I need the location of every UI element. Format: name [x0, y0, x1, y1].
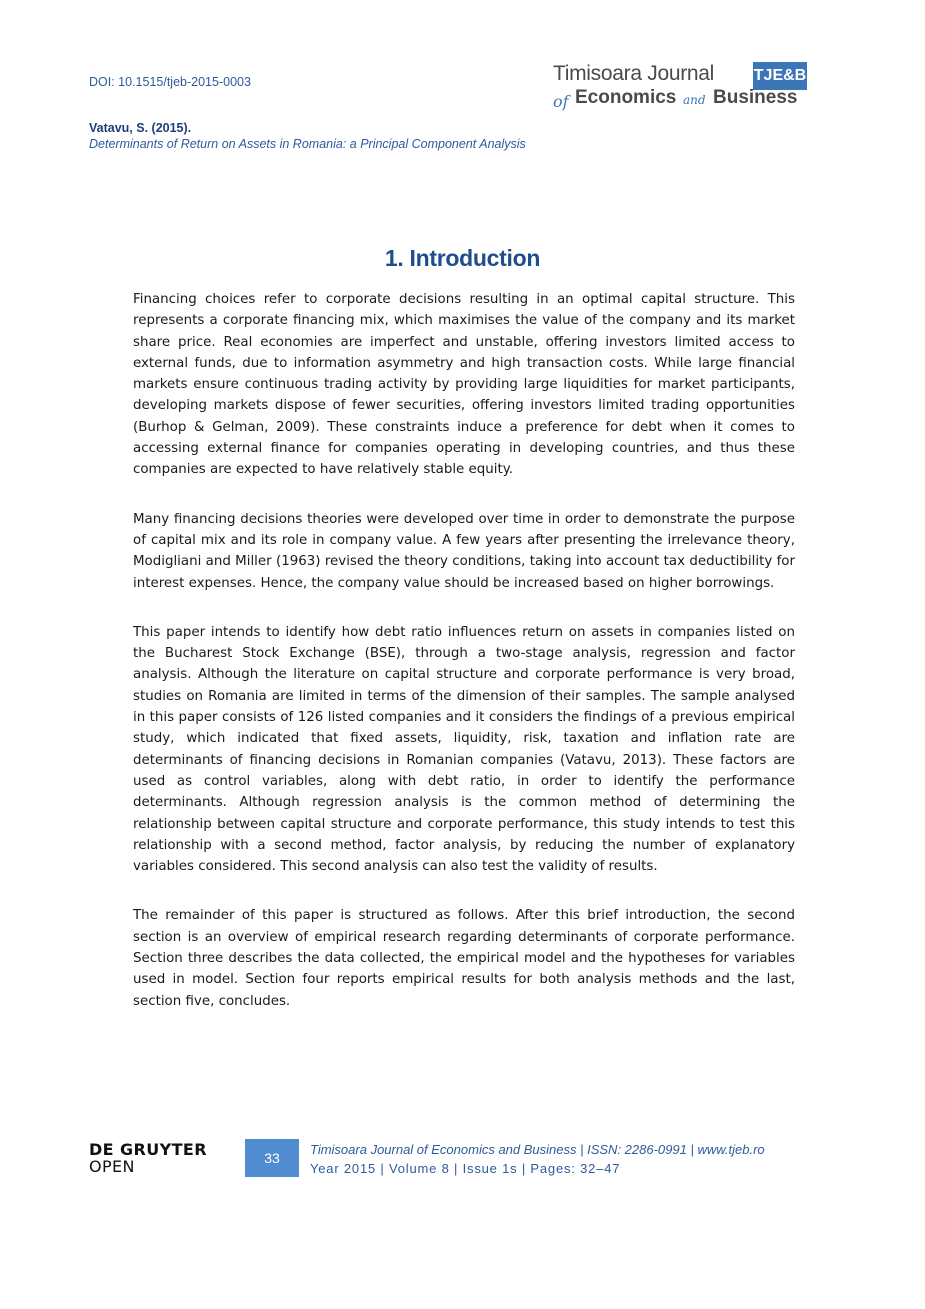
paragraph: Financing choices refer to corporate decisions resulting in an optimal capital structure. This represents a corporate financing mix, which maximises the value of the company and its market share price. Real economies are imperfect and unstable, offering investors limited access to external funds, due to information asymmetry and high transaction costs. While large financial markets ensure continuous trading activity by providing large liquidities for market participants, developing markets dispose of fewer securities, offering investors limited trading opportunities (Burhop & Gelman, 2009). These constraints induce a preference for debt when it comes to accessing external finance for companies operating in developing countries, and thus these companies are expected to have relatively stable equity.: [133, 292, 795, 478]
logo-and: and: [683, 93, 706, 107]
footer-issue-info: Year 2015 | Volume 8 | Issue 1s | Pages: 32–47: [310, 1161, 621, 1176]
section-heading: 1. Introduction: [384, 245, 541, 271]
logo-business: Business: [713, 87, 798, 108]
citation-author: Vatavu, S. (2015).: [89, 121, 192, 135]
publisher-logo: [89, 1141, 207, 1175]
paragraph: The remainder of this paper is structured as follows. After this brief introduction, the second section is an overview of empirical research regarding determinants of corporate performance. Section three describes the data collected, the empirical model and the hypotheses for variables used in model. Section four reports empirical results for both analysis methods and the last, section five, concludes.: [133, 908, 795, 1009]
page-number: 33: [245, 1139, 299, 1177]
paragraph: Many financing decisions theories were developed over time in order to demonstrate the purpose of capital mix and its role in company value. A few years after presenting the irrelevance theory, Modigliani and Miller (1963) revised the theory conditions, taking into account tax deductibility for interest expenses. Hence, the company value should be increased based on higher borrowings.: [133, 511, 795, 591]
body-text: [133, 289, 795, 1040]
logo-badge: TJE&B: [753, 62, 807, 90]
paragraph: This paper intends to identify how debt ratio influences return on assets in companies listed on the Bucharest Stock Exchange (BSE), through a two-stage analysis, regression and factor analysis. Although the literature on capital structure and corporate performance is very broad, studies on Romania are limited in terms of the dimension of their samples. The sample analysed in this paper consists of 126 listed companies and it considers the findings of a previous empirical study, which indicated that fixed assets, liquidity, risk, taxation and inflation rate are determinants of financing decisions in Romanian companies (Vatavu, 2013). These factors are used as control variables, along with debt ratio, in order to identify the performance determinants. Although regression analysis is the common method of determining the relationship between capital structure and corporate performance, this study intends to test this relationship with a second method, factor analysis, by reducing the number of explanatory variables considered. This second analysis can also test the validity of results.: [133, 624, 795, 875]
publisher-name: DE GRUYTER: [89, 1140, 207, 1159]
journal-logo: [553, 62, 813, 118]
publisher-sub: OPEN: [89, 1157, 135, 1176]
footer-journal-info: Timisoara Journal of Economics and Business | ISSN: 2286-0991 | www.tjeb.ro: [310, 1142, 765, 1157]
doi-text: DOI: 10.1515/tjeb-2015-0003: [89, 75, 251, 89]
logo-economics: Economics: [575, 87, 677, 108]
citation-title: Determinants of Return on Assets in Romania: a Principal Component Analysis: [89, 137, 526, 151]
logo-of: of: [553, 92, 569, 111]
logo-line1: Timisoara Journal: [553, 62, 715, 85]
